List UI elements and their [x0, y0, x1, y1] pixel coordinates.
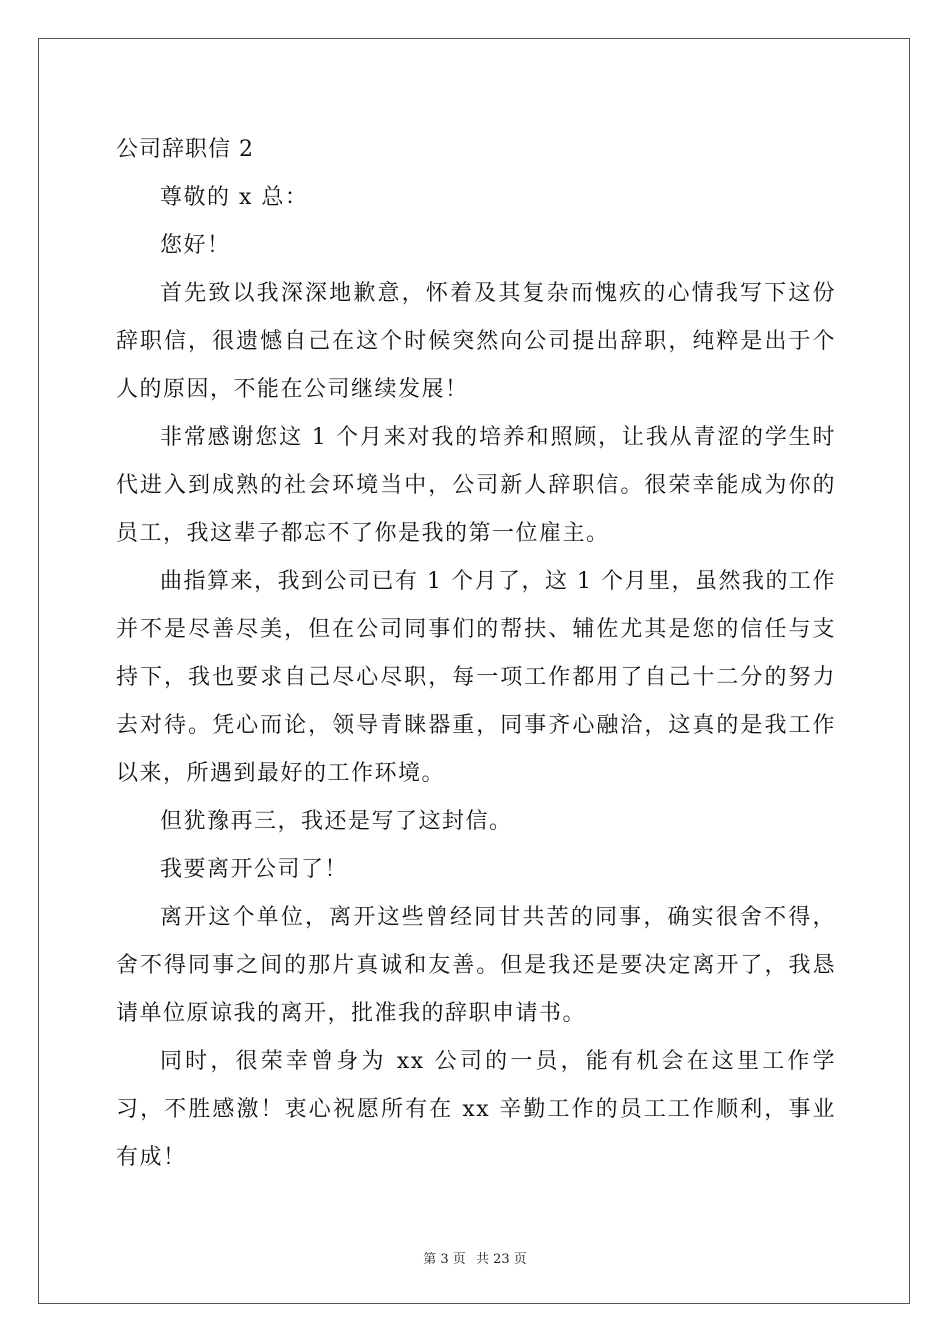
paragraph-apology: 首先致以我深深地歉意，怀着及其复杂而愧疚的心情我写下这份辞职信，很遗憾自己在这个时候突然向公司提出辞职，纯粹是出于个人的原因，不能在公司继续发展！ [116, 281, 836, 402]
document-title: 公司辞职信 2 [116, 137, 254, 162]
salutation: 尊敬的 x 总： [160, 185, 309, 210]
paragraph-hesitation: 但犹豫再三，我还是写了这封信。 [160, 809, 513, 834]
greeting: 您好！ [160, 233, 231, 258]
paragraph-closing: 同时，很荣幸曾身为 xx 公司的一员，能有机会在这里工作学习，不胜感激！衷心祝愿所有在 xx 辛勤工作的员工工作顺利，事业有成！ [116, 1049, 836, 1170]
page-number: 第 3 页 [423, 1252, 466, 1267]
paragraph-farewell: 离开这个单位，离开这些曾经同甘共苦的同事，确实很舍不得，舍不得同事之间的那片真诚和友善。但是我还是要决定离开了，我恳请单位原谅我的离开，批准我的辞职申请书。 [116, 905, 836, 1026]
document-body [116, 126, 836, 1182]
page-total: 共 23 页 [475, 1252, 527, 1267]
paragraph-thanks: 非常感谢您这 1 个月来对我的培养和照顾，让我从青涩的学生时代进入到成熟的社会环境当中，公司新人辞职信。很荣幸能成为你的员工，我这辈子都忘不了你是我的第一位雇主。 [116, 425, 836, 546]
paragraph-reflection: 曲指算来，我到公司已有 1 个月了，这 1 个月里，虽然我的工作并不是尽善尽美，但在公司同事们的帮扶、辅佐尤其是您的信任与支持下，我也要求自己尽心尽职，每一项工作都用了自己十二分的努力去对待。凭心而论，领导青睐器重，同事齐心融洽，这真的是我工作以来，所遇到最好的工作环境。 [116, 569, 836, 786]
paragraph-leaving: 我要离开公司了！ [160, 857, 349, 882]
page-footer [0, 1248, 950, 1267]
